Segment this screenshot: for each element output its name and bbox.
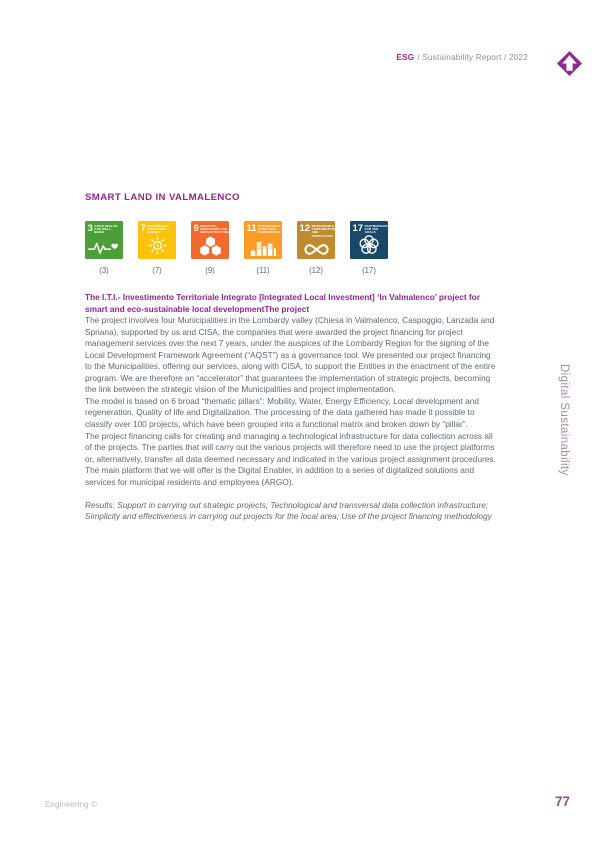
chapter-label: Digital Sustainability <box>558 364 570 476</box>
lead-paragraph: The I.T.I.- Investimento Territoriale Integrato [Integrated Local Investment] ‘In Valmalenco’ project for smart and eco-sustainable local developmentThe project <box>85 292 480 314</box>
cubes-icon <box>191 236 229 256</box>
sdg-ref: (12) <box>309 266 323 275</box>
sdg-ref: (17) <box>362 266 376 275</box>
results-paragraph: Results: Support in carrying out strategic projects; Technological and transversal data collection infrastructure; Simplicity and effectiveness in carrying out projects for the local area; Use of the project financing methodology <box>85 499 492 522</box>
esg-label: ESG <box>396 53 415 62</box>
sdg-refs <box>85 266 388 275</box>
sdg-ref: (7) <box>152 266 162 275</box>
body-paragraph: The project financing calls for creating and managing a technological infrastructure for data collection across all of the projects. The parties that will carry out the various projects will therefore need to use the project platforms or, alternatively, transfer all data deemed necessary and indicated in the various project assignment procedures. <box>85 430 496 464</box>
breadcrumb-text: / Sustainability Report / 2022 <box>417 53 528 62</box>
sdg-number: 7 <box>140 222 146 234</box>
city-icon <box>244 240 282 256</box>
sdg-number: 11 <box>246 222 257 234</box>
sdg-title: GOOD HEALTH AND WELL-BEING <box>94 223 118 235</box>
sdg-number: 17 <box>352 222 364 234</box>
body-paragraph: The main platform that we will offer is the Digital Enabler, in addition to a series of digitalized solutions and services for municipal residents and employees (ARGO). <box>85 465 475 487</box>
rings-icon <box>350 234 388 256</box>
sdg-tile-11 <box>244 221 282 259</box>
sdg-title: SUSTAINABLE CITIES AND COMMUNITIES <box>258 223 281 235</box>
sdg-number: 3 <box>87 222 93 234</box>
heartbeat-icon <box>85 239 123 256</box>
sdg-tile-3 <box>85 221 123 259</box>
infinity-icon <box>297 243 335 256</box>
sun-icon <box>138 235 176 256</box>
sdg-number: 12 <box>299 222 311 234</box>
sdg-ref: (3) <box>99 266 109 275</box>
sdg-number: 9 <box>193 222 199 234</box>
sdg-tiles <box>85 221 388 259</box>
sdg-ref: (11) <box>256 266 270 275</box>
page-number: 77 <box>554 794 570 809</box>
sdg-title: INDUSTRY, INNOVATION AND INFRASTRUCTURE <box>200 223 230 235</box>
body-paragraph: The model is based on 6 broad “thematic pillars”: Mobility, Water, Energy Efficiency, Local development and regeneration, Quality of life and Digitalization. The processing of the data gathered has made it possible to classify over 100 projects, which have been grouped into a functional matrix and broken down by “pillar”. <box>85 395 479 430</box>
footer-company: Engineering © <box>45 800 98 809</box>
article-body <box>85 292 499 523</box>
sdg-tile-7 <box>138 221 176 259</box>
sdg-tile-12 <box>297 221 335 259</box>
sdg-title: RESPONSIBLE CONSUMPTION AND PRODUCTION <box>311 223 336 238</box>
sdg-tile-9 <box>191 221 229 259</box>
body-paragraph: The project involves four Municipalities in the Lombardy valley (Chiesa in Valmalenco, Caspoggio, Lanzada and Spriana), supported by us and CISA, the companies that were awarded the project financing for project management services over the next 7 years, under the auspices of the Lombardy Region for the signing of the Local Development Framework Agreement (“AQST”) as a governance tool. We presented our project financing to the Municipalities, offering our services, along with CISA, to support the Entities in the enactment of the entire program. We are therefore an “accelerator” that guarantees the implementation of strategic projects, becoming the link between the strategic vision of the Municipalities and project implementation. <box>85 315 496 395</box>
sdg-tile-17 <box>350 221 388 259</box>
sdg-ref: (9) <box>205 266 215 275</box>
breadcrumb <box>396 53 528 62</box>
sdg-title: AFFORDABLE AND CLEAN ENERGY <box>147 223 169 235</box>
engineering-logo-icon <box>556 50 583 77</box>
page-title: SMART LAND IN VALMALENCO <box>85 192 240 203</box>
sdg-title: PARTNERSHIPS FOR THE GOALS <box>364 223 390 235</box>
